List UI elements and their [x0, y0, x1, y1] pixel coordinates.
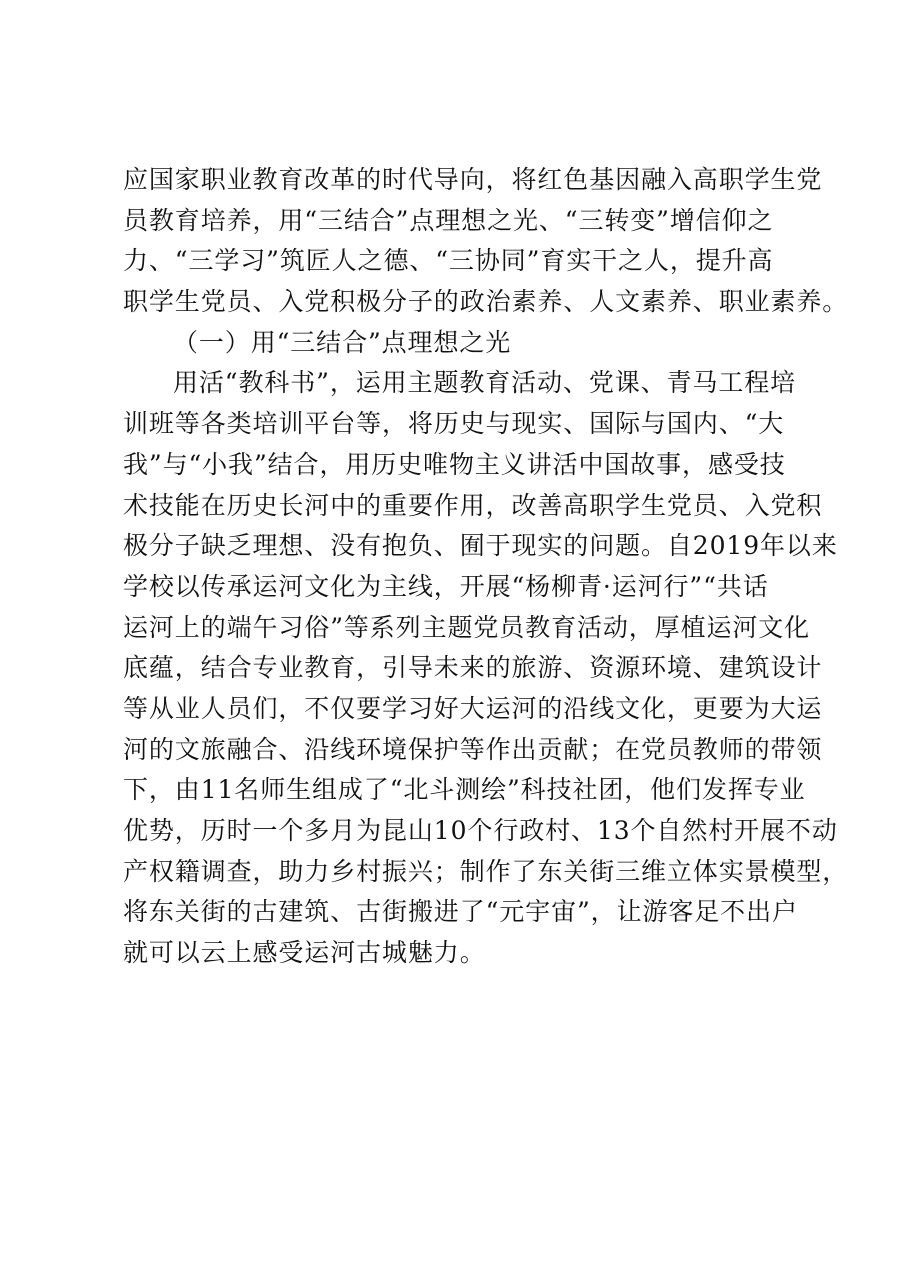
- document-body: [123, 160, 849, 974]
- paragraph-line: 下，由11名师生组成了“北斗测绘”科技社团，他们发挥专业: [123, 775, 806, 805]
- paragraph-line: 用活“教科书”，运用主题教育活动、党课、青马工程培: [173, 368, 797, 398]
- section-heading: （一）用“三结合”点理想之光: [173, 327, 512, 357]
- paragraph-line: 训班等各类培训平台等，将历史与现实、国际与国内、“大: [123, 409, 785, 439]
- paragraph-line: 应国家职业教育改革的时代导向，将红色基因融入高职学生党: [123, 165, 823, 194]
- paragraph-line: 优势，历时一个多月为昆山10个行政村、13个自然村开展不动: [123, 816, 838, 845]
- paragraph-line: 就可以云上感受运河古城魅力。: [123, 938, 486, 968]
- paragraph-line: 学校以传承运河文化为主线，开展“杨柳青·运河行”“共话: [123, 571, 769, 601]
- paragraph-line: 产权籍调查，助力乡村振兴；制作了东关街三维立体实景模型，: [123, 856, 849, 886]
- paragraph-line: 员教育培养，用“三结合”点理想之光、“三转变”增信仰之: [123, 205, 774, 235]
- paragraph-line: 极分子缺乏理想、没有抱负、囿于现实的问题。自2019年以来: [123, 531, 838, 561]
- paragraph-line: 力、“三学习”筑匠人之德、“三协同”育实干之人，提升高: [123, 246, 774, 276]
- paragraph-line: 职学生党员、入党积极分子的政治素养、人文素养、职业素养。: [123, 287, 849, 317]
- paragraph-line: 等从业人员们，不仅要学习好大运河的沿线文化，更要为大运: [123, 693, 823, 723]
- paragraph-line: 我”与“小我”结合，用历史唯物主义讲活中国故事，感受技: [123, 449, 786, 479]
- paragraph-line: 将东关街的古建筑、古街搬进了“元宇宙”，让游客足不出户: [123, 897, 798, 927]
- paragraph-line: 术技能在历史长河中的重要作用，改善高职学生党员、入党积: [123, 490, 823, 520]
- paragraph-line: 运河上的端午习俗”等系列主题党员教育活动，厚植运河文化: [123, 612, 811, 642]
- paragraph-line: 河的文旅融合、沿线环境保护等作出贡献；在党员教师的带领: [123, 734, 823, 764]
- paragraph-line: 底蕴，结合专业教育，引导未来的旅游、资源环境、建筑设计: [123, 653, 823, 683]
